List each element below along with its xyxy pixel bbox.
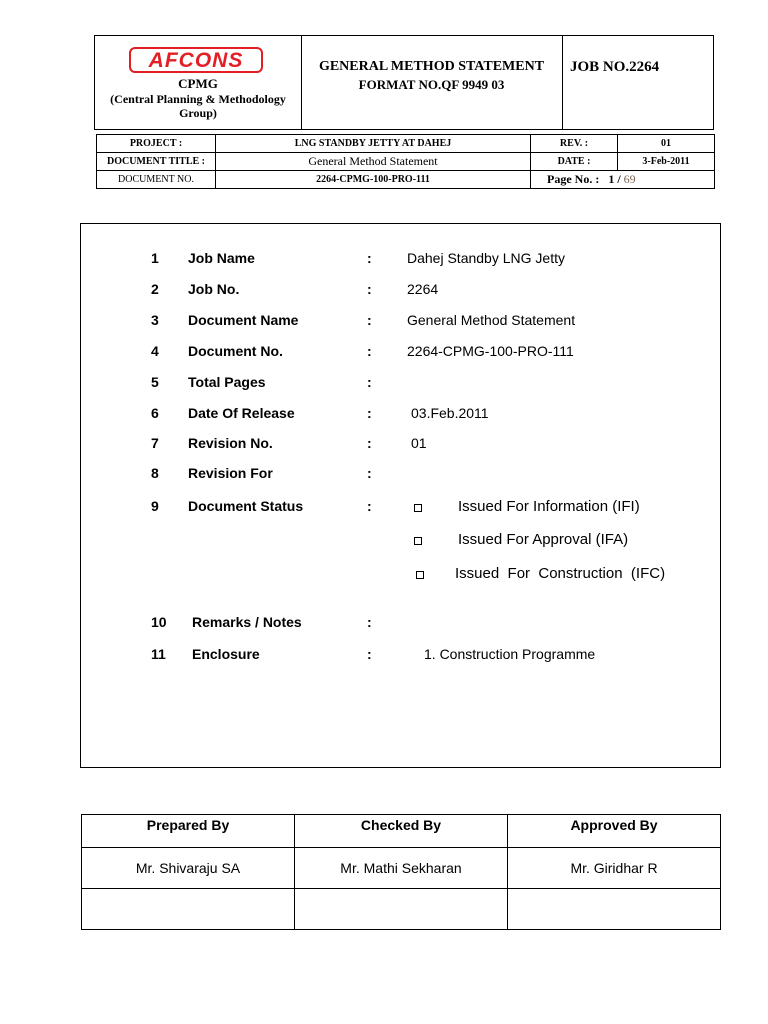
- field-number: 4: [151, 343, 159, 359]
- document-header: [94, 35, 714, 130]
- field-colon: :: [367, 343, 372, 359]
- company-cell: [95, 36, 302, 129]
- field-colon: :: [367, 465, 372, 481]
- format-number: FORMAT NO.QF 9949 03: [358, 77, 505, 92]
- field-label: Date Of Release: [188, 405, 295, 421]
- doc-no-label: DOCUMENT NO.: [97, 171, 216, 189]
- dept-code: CPMG: [178, 76, 218, 91]
- rev-label: REV. :: [531, 135, 618, 153]
- dept-name-line2: Group): [179, 106, 217, 120]
- page-separator: /: [617, 172, 621, 186]
- field-number: 11: [151, 646, 166, 662]
- field-colon: :: [367, 405, 372, 421]
- field-row: [81, 465, 720, 485]
- doc-title-label: DOCUMENT TITLE :: [97, 153, 216, 171]
- field-value: 2264: [407, 281, 439, 297]
- status-option-label: Issued For Information (IFI): [458, 498, 640, 515]
- field-colon: :: [367, 646, 372, 662]
- field-colon: :: [367, 312, 372, 328]
- field-value: 1. Construction Programme: [424, 646, 596, 662]
- field-colon: :: [367, 435, 372, 451]
- field-number: 7: [151, 435, 159, 451]
- field-row: [81, 343, 720, 363]
- field-number: 1: [151, 250, 159, 266]
- field-value: 01: [411, 435, 427, 451]
- date-value: 3-Feb-2011: [618, 153, 715, 171]
- field-row: [81, 312, 720, 332]
- field-colon: :: [367, 614, 372, 630]
- prepared-by-name: Mr. Shivaraju SA: [82, 848, 295, 889]
- field-row: [81, 614, 720, 634]
- field-row: [81, 281, 720, 301]
- field-label: Document Name: [188, 312, 299, 328]
- checked-by-signature: [295, 889, 508, 930]
- page-current: 1: [608, 172, 615, 186]
- status-option: [81, 498, 720, 518]
- field-number: 8: [151, 465, 159, 481]
- page-total: 69: [623, 172, 636, 186]
- field-label: Job Name: [188, 250, 255, 266]
- field-row: [81, 646, 720, 666]
- field-colon: :: [367, 250, 372, 266]
- doc-no-value: 2264-CPMG-100-PRO-111: [216, 171, 531, 189]
- field-row: [81, 250, 720, 270]
- status-checkbox[interactable]: [416, 571, 424, 579]
- field-row: [81, 374, 720, 394]
- field-colon: :: [367, 498, 372, 514]
- rev-value: 01: [618, 135, 715, 153]
- document-type-title: GENERAL METHOD STATEMENT: [318, 59, 545, 74]
- status-option-label: Issued For Construction (IFC): [455, 565, 666, 582]
- approved-by-name: Mr. Giridhar R: [508, 848, 721, 889]
- document-info-table: [96, 134, 715, 189]
- title-cell: [301, 36, 563, 129]
- date-label: DATE :: [531, 153, 618, 171]
- project-label: PROJECT :: [97, 135, 216, 153]
- field-number: 3: [151, 312, 159, 328]
- field-label: Enclosure: [192, 646, 260, 662]
- field-label: Total Pages: [188, 374, 266, 390]
- document-fields-box: [80, 223, 721, 768]
- field-colon: :: [367, 374, 372, 390]
- field-label: Document No.: [188, 343, 283, 359]
- field-label: Remarks / Notes: [192, 614, 302, 630]
- doc-title-value: General Method Statement: [216, 153, 531, 171]
- field-label: Revision No.: [188, 435, 273, 451]
- field-value: 03.Feb.2011: [411, 405, 489, 421]
- approved-by-header: Approved By: [508, 815, 721, 848]
- checked-by-name: Mr. Mathi Sekharan: [295, 848, 508, 889]
- field-row: [81, 405, 720, 425]
- field-number: 9: [151, 498, 159, 514]
- field-number: 10: [151, 614, 167, 630]
- field-label: Document Status: [188, 498, 304, 514]
- afcons-logo: [129, 47, 263, 73]
- field-label: Revision For: [188, 465, 273, 481]
- approved-by-signature: [508, 889, 721, 930]
- field-value: General Method Statement: [407, 312, 576, 328]
- status-option: [81, 565, 720, 585]
- job-number: JOB NO.2264: [570, 59, 660, 75]
- status-checkbox[interactable]: [414, 537, 422, 545]
- page-number-cell: [531, 171, 715, 189]
- svg-text:AFCONS: AFCONS: [148, 49, 244, 72]
- field-value: Dahej Standby LNG Jetty: [407, 250, 565, 266]
- field-colon: :: [367, 281, 372, 297]
- status-checkbox[interactable]: [414, 504, 422, 512]
- field-number: 5: [151, 374, 159, 390]
- dept-name-line1: (Central Planning & Methodology: [110, 92, 286, 106]
- project-value: LNG STANDBY JETTY AT DAHEJ: [216, 135, 531, 153]
- page-label: Page No. :: [547, 172, 600, 186]
- field-value: 2264-CPMG-100-PRO-111: [407, 343, 574, 359]
- job-cell: [562, 36, 713, 129]
- field-label: Job No.: [188, 281, 240, 297]
- field-number: 2: [151, 281, 159, 297]
- prepared-by-signature: [82, 889, 295, 930]
- prepared-by-header: Prepared By: [82, 815, 295, 848]
- field-number: 6: [151, 405, 159, 421]
- checked-by-header: Checked By: [295, 815, 508, 848]
- status-option: [81, 531, 720, 551]
- field-row: [81, 435, 720, 455]
- signature-table: [81, 814, 721, 930]
- status-option-label: Issued For Approval (IFA): [458, 531, 629, 548]
